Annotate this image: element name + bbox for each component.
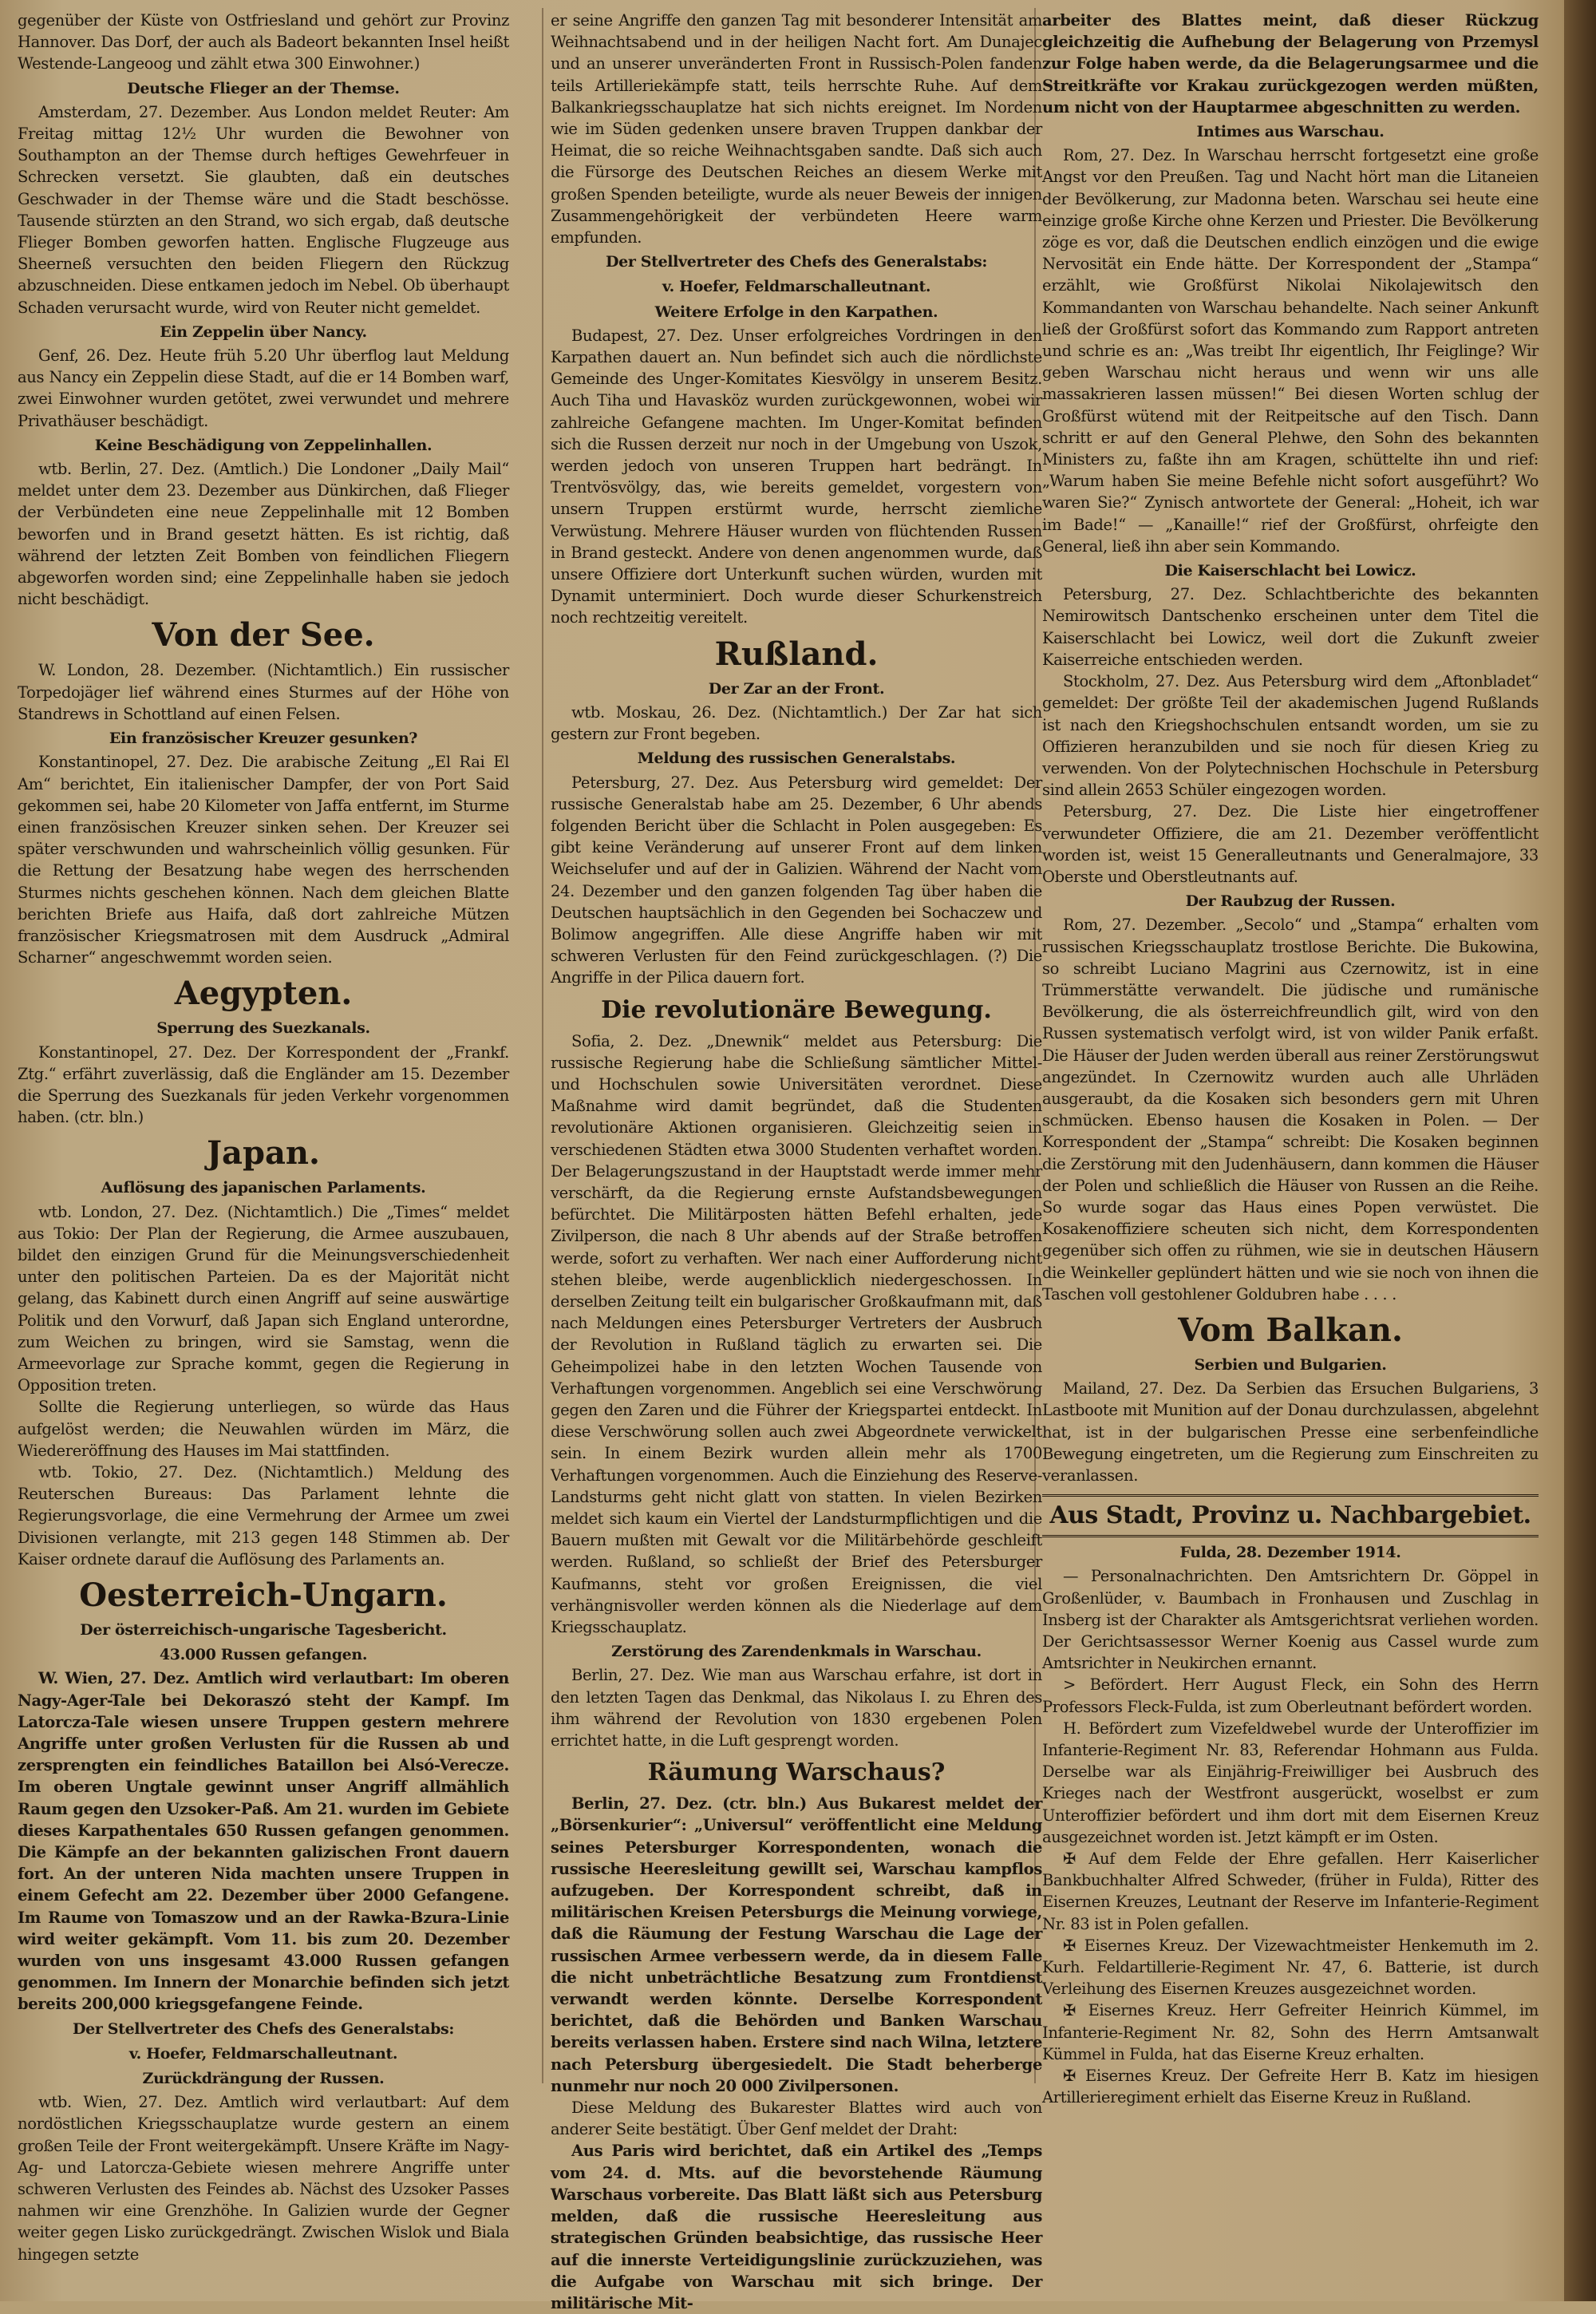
article-paragraph: Rom, 27. Dezember. „Secolo“ und „Stampa“ erhalten vom russischen Kriegsschauplatz trostlose Berichte. Die Bukowina, so schreibt Luciano Magrini aus Czernowitz, ist in eine Trümmerstätte verwandelt. Die jüdische und rumänische Bevölkerung, die als österreichfreundlich gilt, wird von den Russen systematisch verfolgt wird, ist von wilder Panik erfaßt. Die Häuser der Juden werden überall aus reiner Zerstörungswut angezündet. In Czernowitz wurden auch alle Uhrläden ausgeraubt, da die Kosaken sich besonders gern mit Uhren schmücken. Ebenso hausen die Kosaken in Polen. — Der Korrespondent der „Stampa“ schreibt: Die Kosaken beginnen die Zerstörung mit den Judenhäusern, dann kommen die Häuser der Polen und schließlich die Häuser von Russen an die Reihe. So wurde sogar das Haus eines Popen verwüstet. Die Kosakenoffiziere scheuten sich nicht, dem Korrespondenten gegenüber sich offen zu rühmen, wie sie in deutschen Häusern die Weinkeller geplündert hätten und wie sie noch von ihnen die Taschen voll gestohlener Goldubren habe . . . . xyxy=(1042,916,1539,1303)
section-heading: Ein Zeppelin über Nancy. xyxy=(160,322,367,341)
section-heading: Zurückdrängung der Russen. xyxy=(142,2070,385,2088)
article-paragraph: Konstantinopel, 27. Dez. Die arabische Zeitung „El Rai El Am“ berichtet, Ein italienischer Dampfer, der von Port Said gekommen sei, habe 20 Kilometer von Jaffa entfernt, im Sturme einen französischen Kreuzer sinken sehen. Der Kreuzer sei später verschwunden und wahrscheinlich völlig gesunken. Für die Rettung der Besatzung habe wegen des herrschenden Sturmes nichts geschehen können. Nach dem gleichen Blatte berichten Briefe aus Haifa, daß dort zahlreiche Mützen französischer Kriegsmatrosen mit dem Ausdruck „Admiral Scharner“ angeschwemmt worden seien. xyxy=(18,753,509,967)
section-heading: 43.000 Russen gefangen. xyxy=(159,1646,368,1664)
article-paragraph: Petersburg, 27. Dez. Schlachtberichte des bekannten Nemirowitsch Dantschenko erscheinen unter dem Titel die Kaiserschlacht bei Lowicz, weil dort die Zukunft zweier Kaiserreiche entschieden werden. xyxy=(1042,585,1539,669)
article-headline: Rußland. xyxy=(714,635,879,673)
article-paragraph: er seine Angriffe den ganzen Tag mit besonderer Intensität am Weihnachtsabend und in der heiligen Nacht fort. Am Dunajec und an unserer unveränderten Front in Russisch-Polen fanden teils Artilleriekämpfe statt, teils herrschte Ruhe. Auf dem Balkankriegsschauplatze hat sich nichts ereignet. Im Norden wie im Süden gedenken unsere braven Truppen dankbar der Heimat, die so reiche Weihnachtsgaben sandte. Daß sich auch die Fürsorge des Deutschen Reiches an diesem Werke mit großen Spenden beteiligte, wurde als neuer Beweis der innigen Zusammengehörigkeit der verbündeten Heere warm empfunden. xyxy=(551,11,1042,247)
section-heading: Ein französischer Kreuzer gesunken? xyxy=(109,730,418,748)
column-divider xyxy=(542,8,543,2083)
article-paragraph: W. London, 28. Dezember. (Nichtamtlich.) Ein russischer Torpedojäger lief während eines Sturmes auf der Höhe von Standrews in Schottland auf einen Felsen. xyxy=(18,661,509,723)
article-paragraph: wtb. Tokio, 27. Dez. (Nichtamtlich.) Meldung des Reuterschen Bureaus: Das Parlament lehnte die Regierungsvorlage, die eine Vermehrung der Armee um zwei Divisionen verlangte, mit 213 gegen 148 Stimmen ab. Der Kaiser ordnete darauf die Auflösung des Parlaments an. xyxy=(18,1462,509,1568)
article-paragraph: ✠ Auf dem Felde der Ehre gefallen. Herr Kaiserlicher Bankbuchhalter Alfred Schweder, (früher in Fulda), Ritter des Eisernen Kreuzes, Leutnant der Reserve im Infanterie-Regiment Nr. 83 ist in Polen gefallen. xyxy=(1042,1849,1539,1933)
section-heading: Serbien und Bulgarien. xyxy=(1194,1355,1387,1374)
article-paragraph: Berlin, 27. Dez. Wie man aus Warschau erfahre, ist dort in den letzten Tagen das Denkmal, das Nikolaus I. zu Ehren des ihm während der Revolution von 1830 ergebenen Polen errichtet hatte, in die Luft gesprengt worden. xyxy=(551,1666,1042,1750)
article-paragraph: Rom, 27. Dez. In Warschau herrscht fortgesetzt eine große Angst vor den Preußen. Tag und Nacht hört man die Litaneien der Bevölkerung, zur Madonna beten. Warschau sei heute eine einzige große Kirche ohne Kerzen und Priester. Die Bevölkerung zöge es vor, daß die Deutschen endlich einzögen und die ewige Nervosität ein Ende hätte. Der Korrespondent der „Stampa“ erzählt, wie Großfürst Nikolai Nikolajewitsch den Kommandanten von Warschau behandelte. Nach seiner Ankunft ließ der Großfürst sofort das Kommando zum Rapport antreten und schrie es an: „Was treibt Ihr eigentlich, Ihr Feiglinge? Wir geben Warschau nicht heraus und wenn wir uns alle massakrieren lassen müssen!“ Bei diesen Worten schlug der Großfürst wütend mit der Reitpeitsche auf den Tisch. Dann schritt er auf den General Plehwe, den Sohn des bekannten Ministers zu, faßte ihn am Kragen, schüttelte ihn und rief: „Warum haben Sie meine Befehle nicht sofort ausgeführt? Wo waren Sie?“ Zynisch antwortete der General: „Hoheit, ich war im Bade!“ — „Kanaille!“ rief der Großfürst, ohrfeigte den General, ließ ihn aber sein Kommando. xyxy=(1042,146,1539,556)
column-1 xyxy=(18,10,509,2265)
page-edge-shadow xyxy=(1564,0,1596,2301)
section-heading: v. Hoefer, Feldmarschalleutnant. xyxy=(128,2044,398,2063)
article-paragraph: Petersburg, 27. Dez. Aus Petersburg wird gemeldet: Der russische Generalstab habe am 25. Dezember, 6 Uhr abends folgenden Bericht über die Schlacht in Polen ausgegeben: Es gibt keine Veränderung auf unserer Front auf dem linken Weichselufer und auf der in Galizien. Während der Nacht vom 24. Dezember und den ganzen folgenden Tag über haben die Deutschen hauptsächlich in den Gegenden bei Sochaczew und Bolimow angegriffen. Alle diese Angriffe haben wir mit schweren Verlusten für den Feind zurückgeschlagen. (?) Die Angriffe in der Pilica dauern fort. xyxy=(551,773,1042,987)
section-heading: Der österreichisch-ungarische Tagesbericht. xyxy=(80,1621,447,1639)
article-paragraph: gegenüber der Küste von Ostfriesland und gehört zur Provinz Hannover. Das Dorf, der auch als Badeort bekannten Insel heißt Westende-Langeoog und zählt etwa 300 Einwohner.) xyxy=(18,11,509,73)
article-paragraph: Konstantinopel, 27. Dez. Der Korrespondent der „Frankf. Ztg.“ erfährt zuverlässig, daß die Engländer am 15. Dezember die Sperrung des Suezkanals für jeden Verkehr vorgenommen haben. (ctr. bln.) xyxy=(18,1042,509,1127)
section-heading: Die Kaiserschlacht bei Lowicz. xyxy=(1164,562,1416,580)
section-heading: Zerstörung des Zarendenkmals in Warschau. xyxy=(611,1643,982,1661)
article-headline: Die revolutionäre Bewegung. xyxy=(601,995,992,1024)
article-paragraph-bold: Berlin, 27. Dez. (ctr. bln.) Aus Bukarest meldet der „Börsenkurier“: „Universul“ veröffentlicht eine Meldung seines Petersburger Korrespondenten, wonach die russische Heeresleitung gewillt sei, Warschau kampflos aufzugeben. Der Korrespondent schreibt, daß in militärischen Kreisen Petersburgs die Meinung vorwiege, daß die Räumung der Festung Warschau die Lage der russischen Armee verbessern werde, da in diesem Falle die nicht unbeträchtliche Besatzung zum Frontdienst verwandt werden könnte. Derselbe Korrespondent berichtet, daß die Behörden und Banken Warschau bereits verlassen haben. Erstere sind nach Wilna, letztere nach Petersburg übergesiedelt. Die Stadt beherberge nunmehr nur noch 20 000 Zivilpersonen. xyxy=(551,1794,1042,2095)
section-heading: Deutsche Flieger an der Themse. xyxy=(127,79,400,97)
article-headline: Aegypten. xyxy=(174,975,353,1013)
section-heading: Intimes aus Warschau. xyxy=(1196,123,1385,141)
article-headline: Vom Balkan. xyxy=(1178,1311,1403,1349)
article-paragraph: wtb. London, 27. Dez. (Nichtamtlich.) Die „Times“ meldet aus Tokio: Der Plan der Regierung, die Armee auszubauen, bildet den einzigen Grund für die Meinungsverschiedenheit unter den politischen Parteien. Da es der Majorität nicht gelang, das Kabinett durch einen Angriff auf seine auswärtige Politik und den Vorwurf, daß Japan sich England unterordne, zum Weichen zu bringen, wird sie Samstag, wenn die Armeevorlage zur Sprache kommt, gegen die Regierung in Opposition treten. xyxy=(18,1202,509,1395)
article-paragraph: Sofia, 2. Dez. „Dnewnik“ meldet aus Petersburg: Die russische Regierung habe die Schließung sämtlicher Mittel- und Hochschulen sowie Universitäten verordnet. Diese Maßnahme wird damit begründet, daß die Studenten revolutionäre Aktionen organisieren. Gleichzeitig seien in verschiedenen Städten etwa 3000 Studenten verhaftet worden. Der Belagerungszustand in der Hauptstadt werde immer mehr verschärft, da die Regierung ernste Aufstandsbewegungen befürchtet. Die Militärposten hätten Befehl erhalten, jede Zivilperson, die nach 8 Uhr abends auf der Straße betroffen werde, sofort zu verhaften. Wer nach einer Aufforderung nicht stehen bleibe, werde augenblicklich niedergeschossen. In derselben Zeitung teilt ein bulgarischer Großkaufmann mit, daß nach Meldungen eines Petersburger Vertreters der Ausbruch der Revolution in Rußland täglich zu erwarten sei. Die Geheimpolizei habe in den letzten Wochen Tausende von Verhaftungen vorgenommen. Angeblich sei eine Verschwörung gegen den Zaren und die Führer der Kriegspartei entdeckt. In diese Verschwörung sollen auch zwei Abgeordnete verwickelt sein. In einem Bezirk wurden allein mehr als 1700 Verhaftungen vorgenommen. Auch die Einziehung des Reserve-Landsturms geht nicht glatt von statten. In vielen Bezirken meldet sich kaum ein Viertel der Landsturmpflichtigen und die Bauern mußten mit Gewalt vor die Militärbehörde geschleift werden. Rußland, so schließt der Brief des Petersburger Kaufmanns, steht vor großen Ereignissen, die viel verhängnisvoller werden können als die Niederlage auf dem Kriegsschauplatz. xyxy=(551,1031,1042,1637)
section-heading: Sperrung des Suezkanals. xyxy=(156,1019,370,1038)
article-headline: Von der See. xyxy=(152,616,375,655)
section-heading: v. Hoefer, Feldmarschalleutnant. xyxy=(662,278,931,296)
article-paragraph-bold: W. Wien, 27. Dez. Amtlich wird verlautbart: Im oberen Nagy-Ager-Tale bei Dekoraszó steht der Kampf. Im Latorcza-Tale wiesen unsere Truppen gestern mehrere Angriffe unter großen Verlusten für die Russen ab und zersprengten ein feindliches Bataillon bei Alsó-Verecze. Im oberen Ungtale gewinnt unser Angriff allmählich Raum gegen den Uzsoker-Paß. Am 21. wurden im Gebiete dieses Karpathentales 650 Russen gefangen genommen. Die Kämpfe an der bekannten galizischen Front dauern fort. An der unteren Nida machten unsere Truppen in einem Gefecht am 22. Dezember über 2000 Gefangene. Im Raume von Tomaszow und an der Rawka-Bzura-Linie wird weiter gekämpft. Vom 11. bis zum 20. Dezember wurden von uns insgesamt 43.000 Russen gefangen genommen. Im Innern der Monarchie befinden sich jetzt bereits 200,000 kriegsgefangene Feinde. xyxy=(18,1669,509,2014)
article-paragraph: wtb. Wien, 27. Dez. Amtlich wird verlautbart: Auf dem nordöstlichen Kriegsschauplatze wurde gestern an einem großen Teile der Front weitergekämpft. Unsere Kräfte im Nagy-Ag- und Latorcza-Gebiete wiesen mehrere Angriffe unter schweren Verlusten des Feindes ab. Nächst des Uzsoker Passes nahmen wir eine Grenzhöhe. In Galizien wurde der Gegner weiter gegen Lisko zurückgedrängt. Zwischen Wislok und Biala hingegen setzte xyxy=(18,2093,509,2264)
article-paragraph: Petersburg, 27. Dez. Die Liste hier eingetroffener verwundeter Offiziere, die am 21. Dezember veröffentlicht worden ist, weist 15 Generalleutnants und Generalmajore, 33 Oberste und Oberstleutnants auf. xyxy=(1042,802,1539,886)
column-3 xyxy=(1042,10,1539,2108)
section-heading: Der Stellvertreter des Chefs des Generalstabs: xyxy=(72,2019,455,2038)
article-headline: Räumung Warschaus? xyxy=(647,1758,946,1787)
article-paragraph: ✠ Eisernes Kreuz. Der Vizewachtmeister Henkemuth im 2. Kurh. Feldartillerie-Regiment Nr. 47, 6. Batterie, ist durch Verleihung des Eisernen Kreuzes ausgezeichnet worden. xyxy=(1042,1936,1539,1999)
article-paragraph: Sollte die Regierung unterliegen, so würde das Haus aufgelöst werden; die Neuwahlen würden im März, die Wiedereröffnung des Hauses im Mai stattfinden. xyxy=(18,1398,509,1460)
section-heading: Der Raubzug der Russen. xyxy=(1185,892,1396,911)
article-headline: Oesterreich-Ungarn. xyxy=(79,1576,448,1614)
article-headline: Japan. xyxy=(207,1134,320,1173)
article-paragraph: Amsterdam, 27. Dezember. Aus London meldet Reuter: Am Freitag mittag 12½ Uhr wurden die Bewohner von Southampton an der Themse durch heftiges Gewehrfeuer in Schrecken versetzt. Sie glaubten, daß ein deutsches Geschwader in der Themse wäre und die Stadt beschösse. Tausende stürzten an den Strand, wo sich ergab, daß deutsche Flieger Bomben geworfen hatten. Englische Flugzeuge aus Sheerneß versuchten den beiden Fliegern den Rückzug abzuschneiden. Diese entkamen jedoch im Nebel. Ob überhaupt Schaden verursacht wurde, wird von Reuter nicht gemeldet. xyxy=(18,102,509,317)
article-paragraph: ✠ Eisernes Kreuz. Der Gefreite Herr B. Katz im hiesigen Artillerieregiment erhielt das Eiserne Kreuz in Rußland. xyxy=(1042,2067,1539,2107)
local-news-banner: Aus Stadt, Provinz u. Nachbargebiet. xyxy=(1042,1494,1539,1537)
section-heading: Der Stellvertreter des Chefs des Generalstabs: xyxy=(605,253,988,271)
article-paragraph: Mailand, 27. Dez. Da Serbien das Ersuchen Bulgariens, 3 Lastboote mit Munition auf der Donau durchzulassen, abgelehnt hat, ist in der bulgarischen Presse eine serbenfeindliche Bewegung eingetreten, um die Regierung zum Einschreiten zu veranlassen. xyxy=(1042,1379,1539,1485)
article-paragraph: wtb. Berlin, 27. Dez. (Amtlich.) Die Londoner „Daily Mail“ meldet unter dem 23. Dezember aus Dünkirchen, daß Flieger der Verbündeten eine neue Zeppelinhalle mit 12 Bomben beworfen und in Brand gesetzt hätten. Es ist richtig, daß während der letzten Zeit Bomben von feindlichen Fliegern abgeworfen worden sind; eine Zeppelinhalle haben sie jedoch nicht beschädigt. xyxy=(18,460,509,609)
article-paragraph: > Befördert. Herr August Fleck, ein Sohn des Herrn Professors Fleck-Fulda, ist zum Oberleutnant befördert worden. xyxy=(1042,1675,1539,1716)
article-paragraph: Diese Meldung des Bukarester Blattes wird auch von anderer Seite bestätigt. Über Genf meldet der Draht: xyxy=(551,2098,1042,2139)
article-paragraph: Genf, 26. Dez. Heute früh 5.20 Uhr überflog laut Meldung aus Nancy ein Zeppelin diese Stadt, auf die er 14 Bomben warf, zwei Einwohner wurden getötet, zwei verwundet und mehrere Privathäuser beschädigt. xyxy=(18,346,509,430)
section-heading: Der Zar an der Front. xyxy=(708,679,885,698)
section-heading: Auflösung des japanischen Parlaments. xyxy=(101,1179,426,1197)
article-paragraph-bold: arbeiter des Blattes meint, daß dieser Rückzug gleichzeitig die Aufhebung der Belagerung von Przemysl zur Folge haben werde, da die Belagerungsarmee und die Streitkräfte vor Krakau zurückgezogen werden müßten, um nicht von der Hauptarmee abgeschnitten zu werden. xyxy=(1042,11,1539,117)
section-heading: Fulda, 28. Dezember 1914. xyxy=(1179,1544,1401,1562)
article-paragraph: ✠ Eisernes Kreuz. Herr Gefreiter Heinrich Kümmel, im Infanterie-Regiment Nr. 82, Sohn des Herrn Amtsanwalt Kümmel in Fulda, hat das Eiserne Kreuz erhalten. xyxy=(1042,2001,1539,2063)
article-paragraph: — Personalnachrichten. Den Amtsrichtern Dr. Göppel in Großenlüder, v. Baumbach in Fronhausen und Zuschlag in Insberg ist der Charakter als Amtsgerichtsrat verliehen worden. Der Gerichtsassessor Werner Koenig aus Cassel wurde zum Amtsrichter in Neukirchen ernannt. xyxy=(1042,1567,1539,1673)
article-paragraph: wtb. Moskau, 26. Dez. (Nichtamtlich.) Der Zar hat sich gestern zur Front begeben. xyxy=(551,702,1042,744)
article-paragraph: H. Befördert zum Vizefeldwebel wurde der Unteroffizier im Infanterie-Regiment Nr. 83, Referendar Hohmann aus Fulda. Derselbe war als Einjährig-Freiwilliger bei Ausbruch des Krieges nach der Westfront ausgerückt, woselbst er zum Unteroffizier befördert und ihm dort mit dem Eisernen Kreuz ausgezeichnet worden ist. Jetzt kämpft er im Osten. xyxy=(1042,1719,1539,1846)
article-paragraph-bold: Aus Paris wird berichtet, daß ein Artikel des „Temps vom 24. d. Mts. auf die bevorstehende Räumung Warschaus vorbereite. Das Blatt läßt sich aus Petersburg melden, daß die russische Heeresleitung aus strategischen Gründen beabsichtige, das russische Heer auf die innerste Verteidigungslinie zurückzuziehen, was die Aufgabe von Warschau mit sich bringe. Der militärische Mit- xyxy=(551,2142,1042,2312)
section-heading: Keine Beschädigung von Zeppelinhallen. xyxy=(94,436,433,454)
column-2 xyxy=(551,10,1042,2314)
section-heading: Meldung des russischen Generalstabs. xyxy=(637,750,956,768)
article-paragraph: Budapest, 27. Dez. Unser erfolgreiches Vordringen in den Karpathen dauert an. Nun befindet sich auch die nördlichste Gemeinde des Unger-Komitates Kiesvölgy in unserem Besitz. Auch Tiha und Havasköz wurden zurückgewonnen, wobei wir zahlreiche Gefangene machten. Im Unger-Komitat befinden sich die Russen derzeit nur noch in der Umgebung von Uszok, werden jedoch von unseren Truppen hart bedrängt. In Trentvösvölgy, das, wie bereits gemeldet, vorgestern von unsern Truppen erstürmt wurde, herrscht ziemliche Verwüstung. Mehrere Häuser wurden von flüchtenden Russen in Brand gesteckt. Andere von denen angenommen wurde, daß unsere Offiziere dort Unterkunft suchen würden, wurden mit Dynamit unterminiert. Doch wurde dieser Schurkenstreich noch rechtzeitig vereitelt. xyxy=(551,326,1042,627)
article-paragraph: Stockholm, 27. Dez. Aus Petersburg wird dem „Aftonbladet“ gemeldet: Der größte Teil der akademischen Jugend Rußlands ist nach den Kriegshochschulen entsandt worden, um sie zu Offizieren heranzubilden und sie noch für diesen Krieg zu verwenden. Von der Polytechnischen Hochschule in Petersburg sind allein 2653 Schüler eingezogen worden. xyxy=(1042,672,1539,800)
section-heading: Weitere Erfolge in den Karpathen. xyxy=(654,303,938,321)
